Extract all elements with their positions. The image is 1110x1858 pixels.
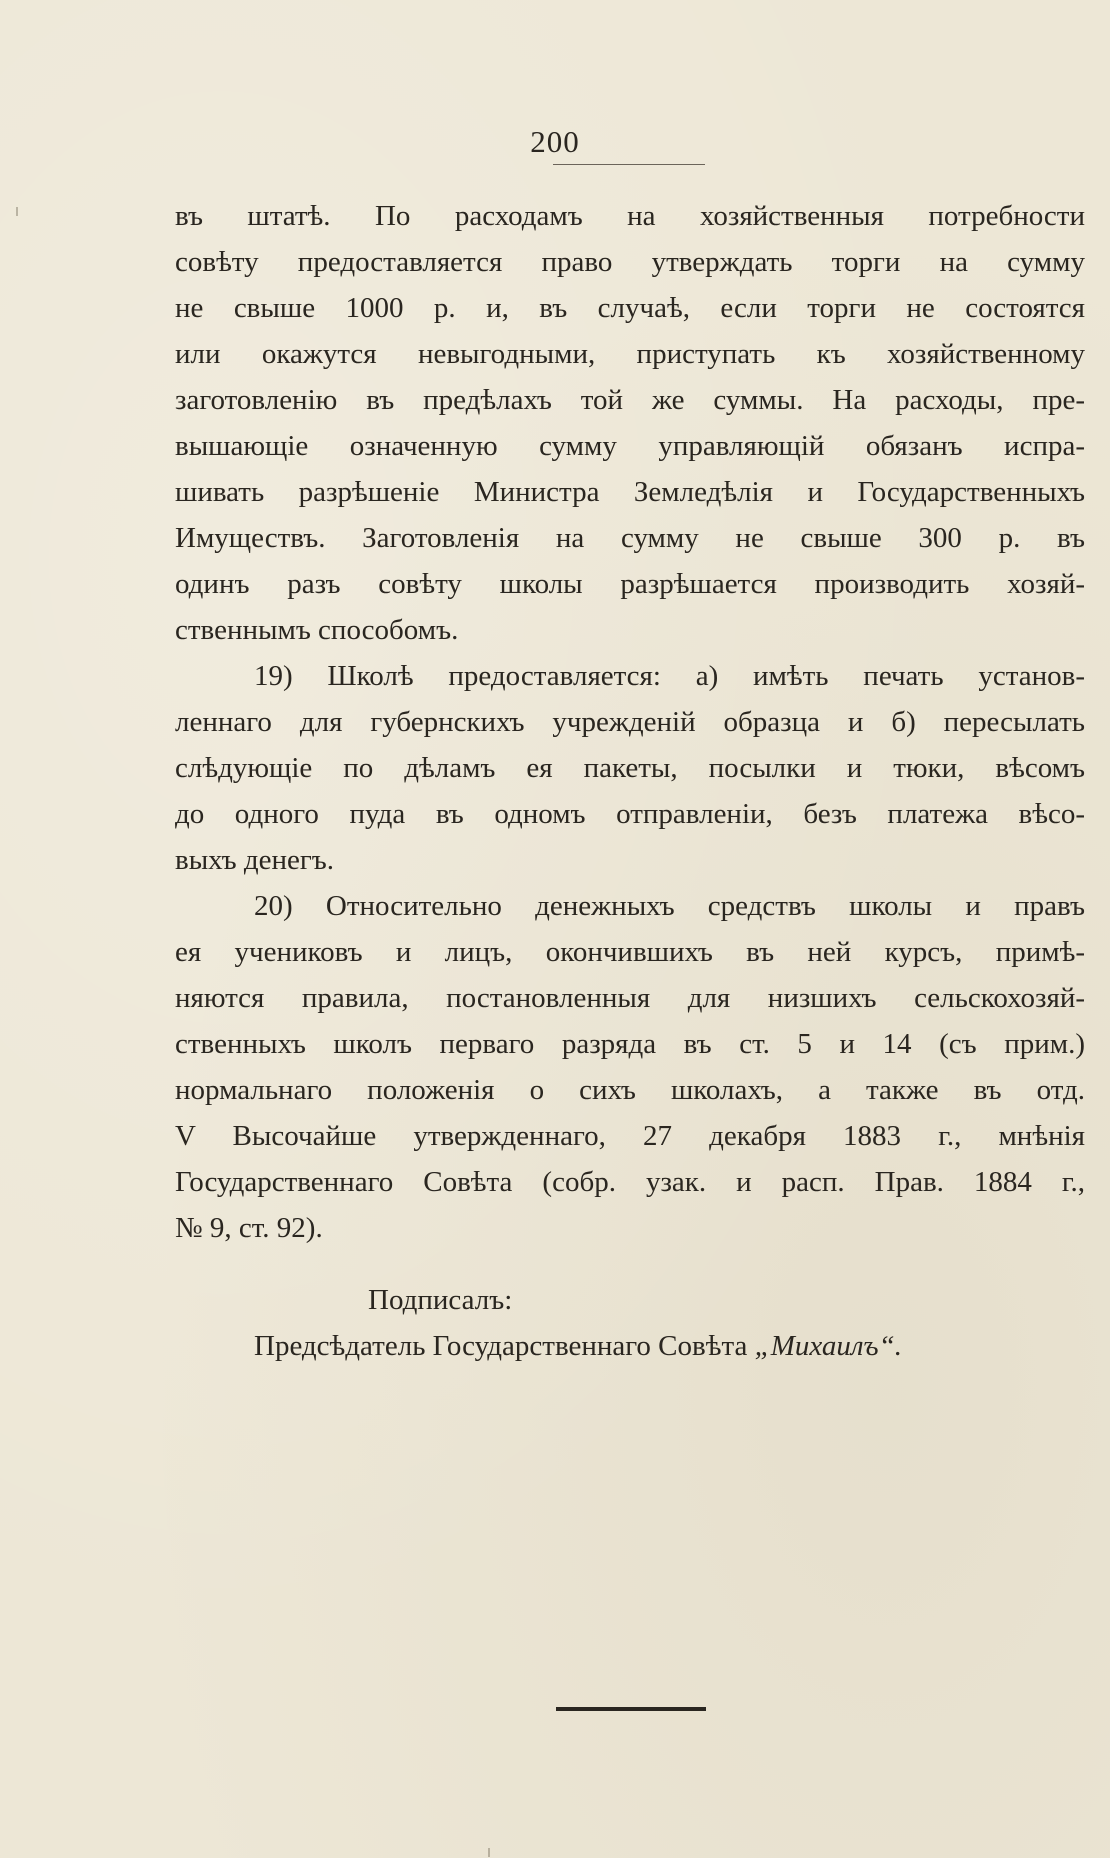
body-line: или окажутся невыгодными, приступать къ хозяйственному <box>175 338 1085 370</box>
body-line: до одного пуда въ одномъ отправленіи, безъ платежа вѣсо- <box>175 798 1085 830</box>
body-line: совѣту предоставляется право утверждать торги на сумму <box>175 246 1085 278</box>
body-line: слѣдующіе по дѣламъ ея пакеты, посылки и тюки, вѣсомъ <box>175 752 1085 784</box>
signature-line <box>175 1323 1085 1369</box>
paper-speck <box>488 1848 490 1857</box>
paper-speck <box>16 207 18 216</box>
paragraph-20-first-line: 20) Относительно денежныхъ средствъ школы и правъ <box>254 890 1085 922</box>
body-line: не свыше 1000 р. и, въ случаѣ, если торги не состоятся <box>175 292 1085 324</box>
body-line: ственныхъ школъ перваго разряда въ ст. 5 и 14 (съ прим.) <box>175 1028 1085 1060</box>
signature-name: „Михаилъ“. <box>754 1330 902 1362</box>
signature-title: Предсѣдатель Государственнаго Совѣта <box>254 1330 748 1362</box>
body-line: Имуществъ. Заготовленія на сумму не свыше 300 р. въ <box>175 522 1085 554</box>
body-line: въ штатѣ. По расходамъ на хозяйственныя потребности <box>175 200 1085 232</box>
body-line: выхъ денегъ. <box>175 844 334 876</box>
signature-label: Подписалъ: <box>368 1284 513 1316</box>
body-line: шивать разрѣшеніе Министра Земледѣлія и Государственныхъ <box>175 476 1085 508</box>
body-line: № 9, ст. 92). <box>175 1212 323 1244</box>
body-line: нормальнаго положенія о сихъ школахъ, а также въ отд. <box>175 1074 1085 1106</box>
body-line: ея учениковъ и лицъ, окончившихъ въ ней курсъ, примѣ- <box>175 936 1085 968</box>
body-line: V Высочайше утвержденнаго, 27 декабря 1883 г., мнѣнія <box>175 1120 1085 1152</box>
body-line: леннаго для губернскихъ учрежденій образца и б) пересылать <box>175 706 1085 738</box>
signature-block <box>175 1277 1085 1369</box>
body-line: одинъ разъ совѣту школы разрѣшается производить хозяй- <box>175 568 1085 600</box>
body-line: ственнымъ способомъ. <box>175 614 459 646</box>
page-number-rule <box>553 164 705 165</box>
end-rule <box>556 1707 706 1711</box>
page-number: 200 <box>530 124 580 159</box>
paragraph-19-first-line: 19) Школѣ предоставляется: а) имѣть печать установ- <box>254 660 1085 692</box>
body-line: вышающіе означенную сумму управляющій обязанъ испра- <box>175 430 1085 462</box>
body-line: няются правила, постановленныя для низшихъ сельскохозяй- <box>175 982 1085 1014</box>
body-text <box>175 193 1085 1251</box>
body-line: Государственнаго Совѣта (собр. узак. и расп. Прав. 1884 г., <box>175 1166 1085 1198</box>
body-line: заготовленію въ предѣлахъ той же суммы. На расходы, пре- <box>175 384 1085 416</box>
